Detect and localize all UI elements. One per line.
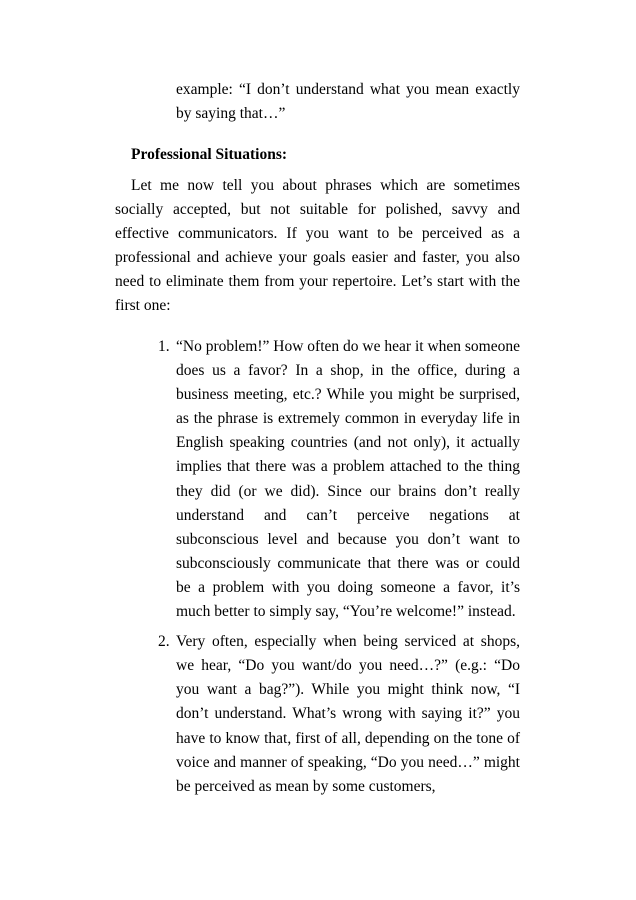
list-item	[158, 335, 520, 624]
intro-paragraph: Let me now tell you about phrases which are sometimes socially accepted, but not suitable for polished, savvy and effective communicators. If you want to be perceived as a professional and achieve your goals easier and faster, you also need to eliminate them from your repertoire. Let’s start with the first one:	[115, 177, 520, 315]
numbered-list	[158, 335, 520, 805]
list-item	[158, 630, 520, 799]
list-item-text: Very often, especially when being serviced at shops, we hear, “Do you want/do you need…?” (e.g.: “Do you want a bag?”). While you might think now, “I don’t understand. What’s wrong with saying it?” you have to know that, first of all, depending on the tone of voice and manner of speaking, “Do you need…” might be perceived as mean by some customers,	[176, 633, 520, 795]
section-heading: Professional Situations:	[131, 146, 288, 163]
list-item-text: “No problem!” How often do we hear it when someone does us a favor? In a shop, in the office, during a business meeting, etc.? While you might be surprised, as the phrase is extremely common in everyday life in English speaking countries (and not only), it actually implies that there was a problem attached to the thing they did (or we did). Since our brains don’t really understand and can’t perceive negations at subconscious level and because you don’t want to subconsciously communicate that there was or could be a problem with you doing someone a favor, it’s much better to simply say, “You’re welcome!” instead.	[176, 338, 520, 621]
continuation-paragraph: example: “I don’t understand what you mean exactly by saying that…”	[176, 81, 520, 123]
list-item-number: 1.	[158, 338, 170, 355]
list-item-number: 2.	[158, 633, 170, 651]
